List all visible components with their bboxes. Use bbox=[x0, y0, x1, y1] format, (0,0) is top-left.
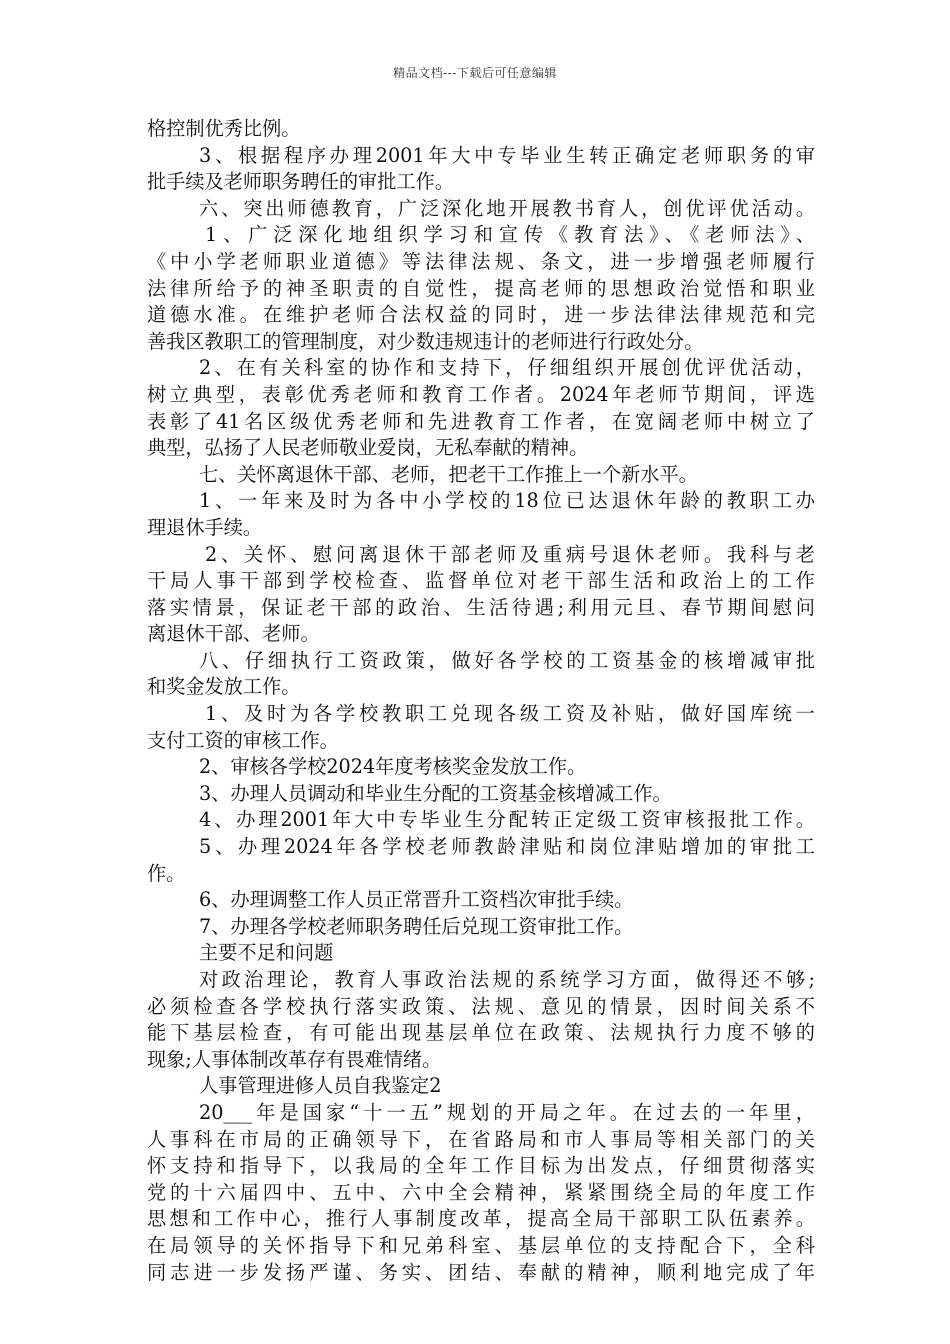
text-line: 支付工资的审核工作。 bbox=[147, 728, 339, 752]
text-line: 6、办理调整工作人员正常晋升工资档次审批手续。 bbox=[199, 888, 634, 912]
text-line: 作。 bbox=[147, 861, 186, 885]
text-line: 思想和工作中心，推行人事制度改革，提高全局干部职工队伍素养。 bbox=[147, 1207, 815, 1231]
text-line: 现象;人事体制改革存有畏难情绪。 bbox=[147, 1047, 442, 1071]
section-heading: 人事管理进修人员自我鉴定2 bbox=[199, 1074, 442, 1098]
text-line: 树立典型，表彰优秀老师和教育工作者。2024年老师节期间，评选 bbox=[147, 382, 815, 406]
text-line: 批手续及老师职务聘任的审批工作。 bbox=[147, 170, 454, 194]
text-line: 2、审核各学校2024年度考核奖金发放工作。 bbox=[199, 755, 587, 779]
text-line: 同志进一步发扬严谨、务实、团结、奉献的精神，顺利地完成了年 bbox=[147, 1260, 815, 1284]
text-line: 能下基层检查，有可能出现基层单位在政策、法规执行力度不够的 bbox=[147, 1021, 815, 1045]
section-heading: 主要不足和问题 bbox=[199, 941, 334, 965]
text-line: 必须检查各学校执行落实政策、法规、意见的情景，因时间关系不 bbox=[147, 994, 815, 1018]
text-line: 党的十六届四中、五中、六中全会精神，紧紧围绕全局的年度工作 bbox=[147, 1180, 815, 1204]
text-line: 3、根据程序办理2001年大中专毕业生转正确定老师职务的审 bbox=[199, 143, 815, 167]
text-line: 怀支持和指导下，以我局的全年工作目标为出发点，仔细贯彻落实 bbox=[147, 1154, 815, 1178]
text-line: 道德水准。在维护老师合法权益的同时，进一步法律法律规范和完 bbox=[147, 303, 815, 327]
section-heading: 六、突出师德教育，广泛深化地开展教书育人，创优评优活动。 bbox=[199, 196, 815, 220]
text-line: 7、办理各学校老师职务聘任后兑现工资审批工作。 bbox=[199, 914, 634, 938]
text-line: 2、关怀、慰问离退休干部老师及重病号退休老师。我科与老 bbox=[205, 542, 815, 566]
text-line: 3、办理人员调动和毕业生分配的工资基金核增减工作。 bbox=[199, 781, 672, 805]
text-line: 表彰了41名区级优秀老师和先进教育工作者，在宽阔老师中树立了 bbox=[147, 409, 815, 433]
section-heading: 八、仔细执行工资政策，做好各学校的工资基金的核增减审批 bbox=[199, 648, 815, 672]
text-line: 格控制优秀比例。 bbox=[147, 117, 301, 140]
document-body bbox=[147, 116, 815, 1286]
text-line: 1、广泛深化地组织学习和宣传《教育法》、《老师法》、 bbox=[205, 223, 815, 247]
text-line: 20___年是国家“十一五”规划的开局之年。在过去的一年里， bbox=[199, 1100, 815, 1124]
page-header: 精品文档---下载后可任意编辑 bbox=[393, 66, 557, 80]
section-heading: 七、关怀离退休干部、老师，把老干工作推上一个新水平。 bbox=[199, 462, 698, 486]
text-line: 对政治理论，教育人事政治法规的系统学习方面，做得还不够; bbox=[199, 968, 815, 991]
text-line: 和奖金发放工作。 bbox=[147, 675, 301, 699]
text-line: 1、一年来及时为各中小学校的18位已达退休年龄的教职工办 bbox=[199, 489, 815, 513]
text-line: 干局人事干部到学校检查、监督单位对老干部生活和政治上的工作 bbox=[147, 569, 815, 593]
text-line: 《中小学老师职业道德》等法律法规、条文，进一步增强老师履行 bbox=[147, 249, 815, 273]
text-line: 5、办理2024年各学校老师教龄津贴和岗位津贴增加的审批工 bbox=[199, 835, 815, 859]
text-line: 法律所给予的神圣职责的自觉性，提高老师的思想政治觉悟和职业 bbox=[147, 276, 815, 300]
text-line: 在局领导的关怀指导下和兄弟科室、基层单位的支持配合下，全科 bbox=[147, 1233, 815, 1257]
text-line: 善我区教职工的管理制度，对少数违规违计的老师进行行政处分。 bbox=[147, 329, 704, 353]
text-line: 典型，弘扬了人民老师敬业爱岗，无私奉献的精神。 bbox=[147, 436, 589, 460]
text-line: 理退休手续。 bbox=[147, 515, 263, 539]
text-line: 2、在有关科室的协作和支持下，仔细组织开展创优评优活动， bbox=[199, 356, 815, 380]
text-line: 4、办理2001年大中专毕业生分配转正定级工资审核报批工作。 bbox=[199, 808, 815, 832]
text-line: 1、及时为各学校教职工兑现各级工资及补贴，做好国库统一 bbox=[205, 702, 815, 726]
text-line: 离退休干部、老师。 bbox=[147, 622, 320, 646]
text-line: 落实情景，保证老干部的政治、生活待遇;利用元旦、春节期间慰问 bbox=[147, 595, 815, 619]
text-line: 人事科在市局的正确领导下，在省路局和市人事局等相关部门的关 bbox=[147, 1127, 815, 1151]
